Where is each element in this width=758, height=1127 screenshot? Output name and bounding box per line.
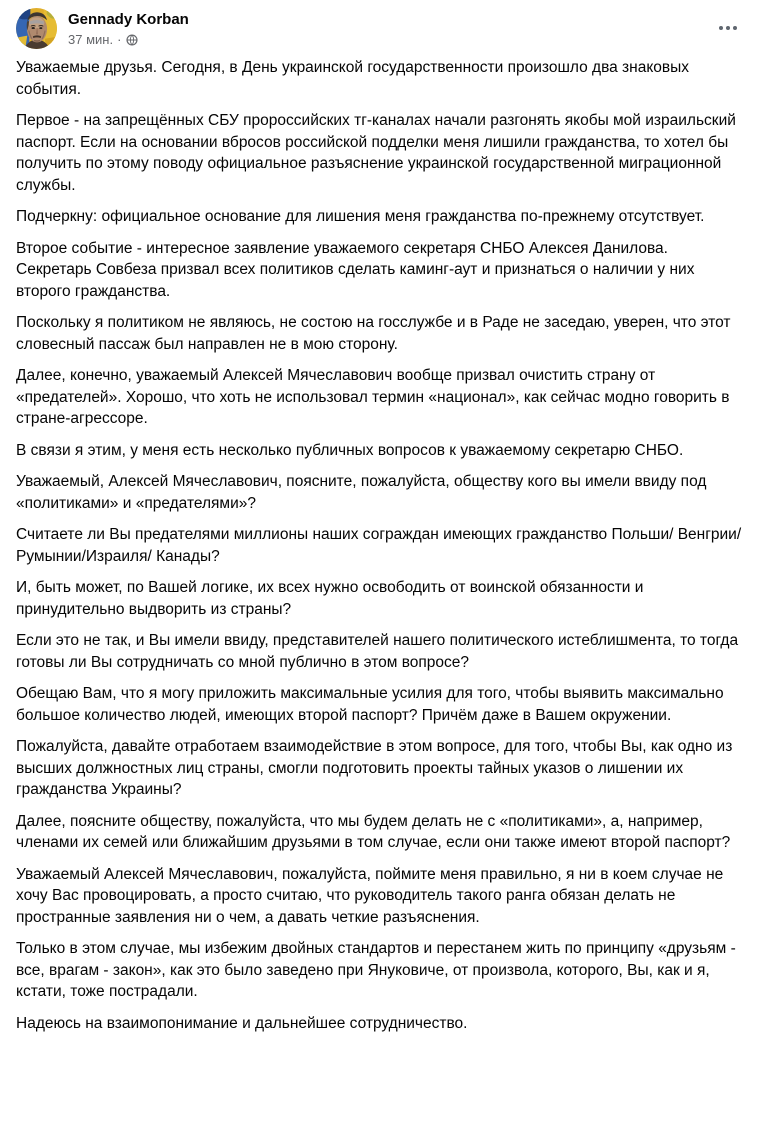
post-paragraph: Далее, поясните обществу, пожалуйста, что мы будем делать не с «политиками», а, например, членами их семей или ближайшим друзьями в том случае, если они также имеют второй паспорт? [16,812,731,851]
post-text [0,50,758,1034]
post-paragraph: В связи я этим, у меня есть несколько публичных вопросов к уважаемому секретарю СНБО. [16,441,684,459]
ellipsis-dot [733,26,737,30]
post-paragraph: Подчеркну: официальное основание для лишения меня гражданства по-прежнему отсутствует. [16,208,705,225]
post-paragraph: Второе событие - интересное заявление уважаемого секретаря СНБО Алексея Данилова. Секретарь Совбеза призвал всех политиков сделать каминг-аут и признаться о наличии у них второго гражданства. [16,239,695,300]
author-name[interactable]: Gennady Korban [68,11,189,28]
avatar[interactable] [16,8,57,49]
ellipsis-dot [726,26,730,30]
post-paragraph: Надеюсь на взаимопонимание и дальнейшее сотрудничество. [16,1014,468,1032]
header-info [68,8,189,48]
post-paragraph: Далее, конечно, уважаемый Алексей Мячеславович вообще призвал очистить страну от «предателей». Хорошо, что хоть не использовал термин «национал», как сейчас модно говорить в стране-агрессоре. [16,367,730,427]
post-paragraph: Поскольку я политиком не являюсь, не состою на госслужбе и в Раде не заседаю, уверен, что этот словесный пассаж был направлен не в мою сторону. [16,314,731,353]
post-paragraph: Обещаю Вам, что я могу приложить максимальные усилия для того, чтобы выявить максимально большое количество людей, имеющих второй паспорт? Причём даже в Вашем окружении. [16,685,724,724]
post-paragraph: Уважаемый Алексей Мячеславович, пожалуйста, поймите меня правильно, я ни в коем случае не хочу Вас провоцировать, а просто считаю, что руководитель такого ранга обязан делать не пространные заявления ни о чем, а давать четкие разъяснения. [16,865,724,926]
timestamp[interactable]: 37 мин. [68,32,114,47]
ellipsis-dot [719,26,723,30]
post-paragraph: Только в этом случае, мы избежим двойных стандартов и перестанем жить по принципу «друзьям - все, врагам - закон», как это было заведено при Януковиче, от произвола, которого, Вы, как и я, кстати, тоже пострадали. [16,940,736,1000]
post-paragraph: Уважаемые друзья. Сегодня, в День украинской государственности произошло два знаковых события. [16,59,690,98]
post-paragraph: Считаете ли Вы предателями миллионы наших сограждан имеющих гражданство Польши/ Венгрии/Румынии/Израиля/ Канады? [16,526,742,565]
globe-public-icon [126,34,138,46]
avatar-portrait-image [16,8,57,49]
post-paragraph: Если это не так, и Вы имели ввиду, представителей нашего политического истеблишмента, то тогда готовы ли Вы сотрудничать со мной публично в этом вопросе? [16,632,739,671]
post-paragraph: Пожалуйста, давайте отработаем взаимодействие в этом вопросе, для того, чтобы Вы, как одно из высших должностных лиц страны, смогли подготовить проекты тайных указов о лишении их гражданства Украины? [16,738,733,798]
post-header [0,0,758,50]
post-paragraph: Уважаемый, Алексей Мячеславович, поясните, пожалуйста, обществу кого вы имели ввиду под «политиками» и «предателями»? [16,473,707,512]
post-paragraph: Первое - на запрещённых СБУ пророссийских тг-каналах начали разгонять якобы мой израильский паспорт. Если на основании вбросов российской подделки меня лишили гражданства, то хотел бы получить по этому поводу официальное разъяснение украинской государственной миграционной службы. [16,112,736,194]
meta-separator: · [117,32,122,47]
post-paragraph: И, быть может, по Вашей логике, их всех нужно освободить от воинской обязанности и принудительно выдворить из страны? [16,579,644,618]
post-meta[interactable] [68,31,189,48]
post-options-button[interactable] [712,16,744,40]
